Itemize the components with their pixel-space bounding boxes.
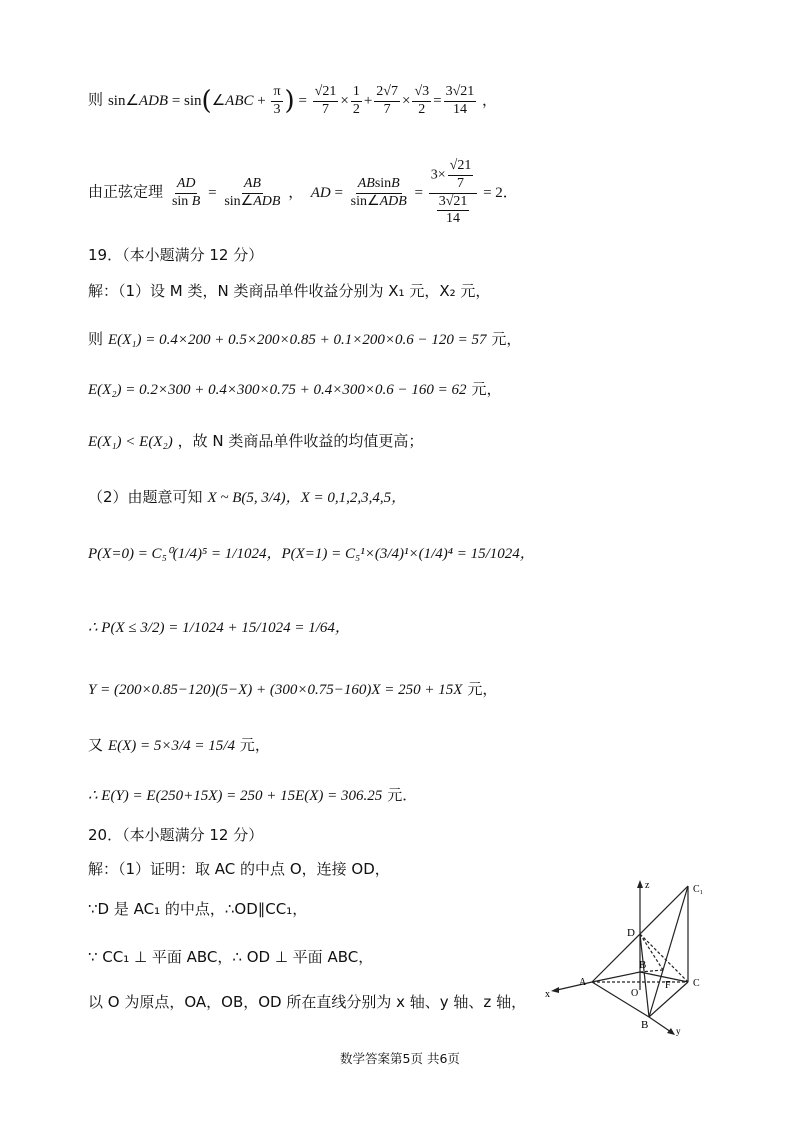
x-axis-line (557, 982, 592, 990)
q19-step-8 (88, 680, 497, 699)
edge-inner-2 (640, 972, 688, 982)
equation-ey: ∴ E(Y) = E(250+15X) = 250 + 15E(X) = 306.25 (88, 788, 383, 804)
label-b: B (641, 1019, 649, 1031)
equation-ex1: E(X₁) = 0.4×200 + 0.5×200×0.85 + 0.1×200×0.6 − 120 = 57 (107, 332, 487, 348)
equation-ex2: E(X₂) = 0.2×300 + 0.4×300×0.75 + 0.4×300×0.6 − 160 = 62 (88, 382, 467, 398)
equation-ex: E(X) = 5×3/4 = 15/4 (107, 738, 235, 754)
unit-yuan-3: 元， (467, 680, 498, 698)
unit-yuan-2: 元， (471, 380, 502, 398)
q20-step-2: ∵D 是 AC₁ 的中点，∴OD∥CC₁， (88, 900, 308, 918)
z-arrow (637, 880, 643, 888)
equation-y: Y = (200×0.85−120)(5−X) + (300×0.75−160)X = 250 + 15X (88, 682, 463, 698)
label-z: z (645, 880, 650, 891)
q19-step-1: 解：（1）设 M 类，N 类商品单件收益分别为 X₁ 元，X₂ 元， (88, 282, 491, 300)
edge-inner-1 (592, 972, 640, 982)
q19-step-7 (88, 618, 350, 637)
q20-step-4: 以 O 为原点，OA，OB，OD 所在直线分别为 x 轴、y 轴、z 轴， (88, 993, 527, 1011)
ze-label: 则 (88, 90, 104, 109)
conclusion-text: ，故 N 类商品单件收益的均值更高； (177, 432, 424, 450)
label-c1: C₁ (693, 884, 704, 895)
cumulative-probability: ∴ P(X ≤ 3/2) = 1/1024 + 15/1024 = 1/64， (88, 620, 350, 636)
equation-ad-render: $\frac{AD}{\text{sin B}}$ = $\frac{AB}{\text{sin∠ADB}}$ ， AD = $\frac{ABsinB}{\text{sin∠ADB}}$ = 3× $\frac{√21}{7}$ $\frac{3√21}{14}$ = 2． (171, 158, 518, 227)
edge-db (640, 934, 649, 1017)
line-sine-rule (88, 158, 518, 228)
you-label: 又 (88, 736, 104, 754)
q20-step-3: ∵ CC₁ ⊥ 平面 ABC，∴ OD ⊥ 平面 ABC， (88, 948, 374, 966)
label-a: A (579, 977, 587, 988)
probability-values: P(X=0) = C₅⁰(1/4)⁵ = 1/1024，P(X=1) = C₅¹×(3/4)¹×(1/4)⁴ = 15/1024， (88, 546, 535, 562)
unit-yuan-4: 元， (239, 736, 270, 754)
page-footer: 数学答案第5页 共6页 (340, 1051, 460, 1066)
q19-step-10 (88, 786, 417, 805)
label-d: D (627, 927, 635, 939)
q20-step-1: 解：（1）证明：取 AC 的中点 O，连接 OD， (88, 860, 390, 878)
equation-sin-adb-render: sin∠ADB = sin(∠ABC + $\frac{\pi}{3}$ ) = $\frac{√21}{7}$ × $\frac{1}{2}$ + $\frac{2√7}{7}$ × $\frac{√3}{2}$ = $\frac{3√21}{14}$ ， (107, 84, 498, 117)
q19-step-5 (88, 488, 406, 507)
edge-dc (640, 934, 688, 982)
inequality-ex: E(X₁) < E(X₂) (88, 434, 173, 450)
label-x: x (545, 989, 550, 1000)
label-f: F (665, 980, 671, 991)
unit-yuan-5: 元． (387, 786, 418, 804)
q19-step-3 (88, 380, 501, 399)
x-arrow (551, 987, 559, 993)
y-axis-line (649, 1017, 671, 1032)
label-o: O (631, 988, 639, 999)
q19-step-4 (88, 432, 423, 451)
y-arrow (667, 1028, 675, 1035)
q19-step-2 (88, 330, 521, 349)
ze-label-2: 则 (88, 330, 104, 348)
line-sin-adb (88, 84, 497, 119)
q19-step-9 (88, 736, 270, 755)
label-c: C (693, 978, 700, 989)
q19-step-6 (88, 544, 535, 563)
label-y: y (676, 1026, 681, 1036)
binomial-distribution: X ~ B(5, 3/4)，X = 0,1,2,3,4,5， (207, 490, 407, 506)
unit-yuan-1: 元， (491, 330, 522, 348)
sine-rule-label: 由正弦定理 (88, 182, 164, 201)
question-20-header: 20．（本小题满分 12 分） (88, 826, 264, 844)
label-b-inner: B (639, 959, 647, 971)
prism-figure (545, 872, 710, 1040)
question-19-header: 19．（本小题满分 12 分） (88, 246, 264, 264)
part2-label: （2）由题意可知 (88, 488, 203, 506)
